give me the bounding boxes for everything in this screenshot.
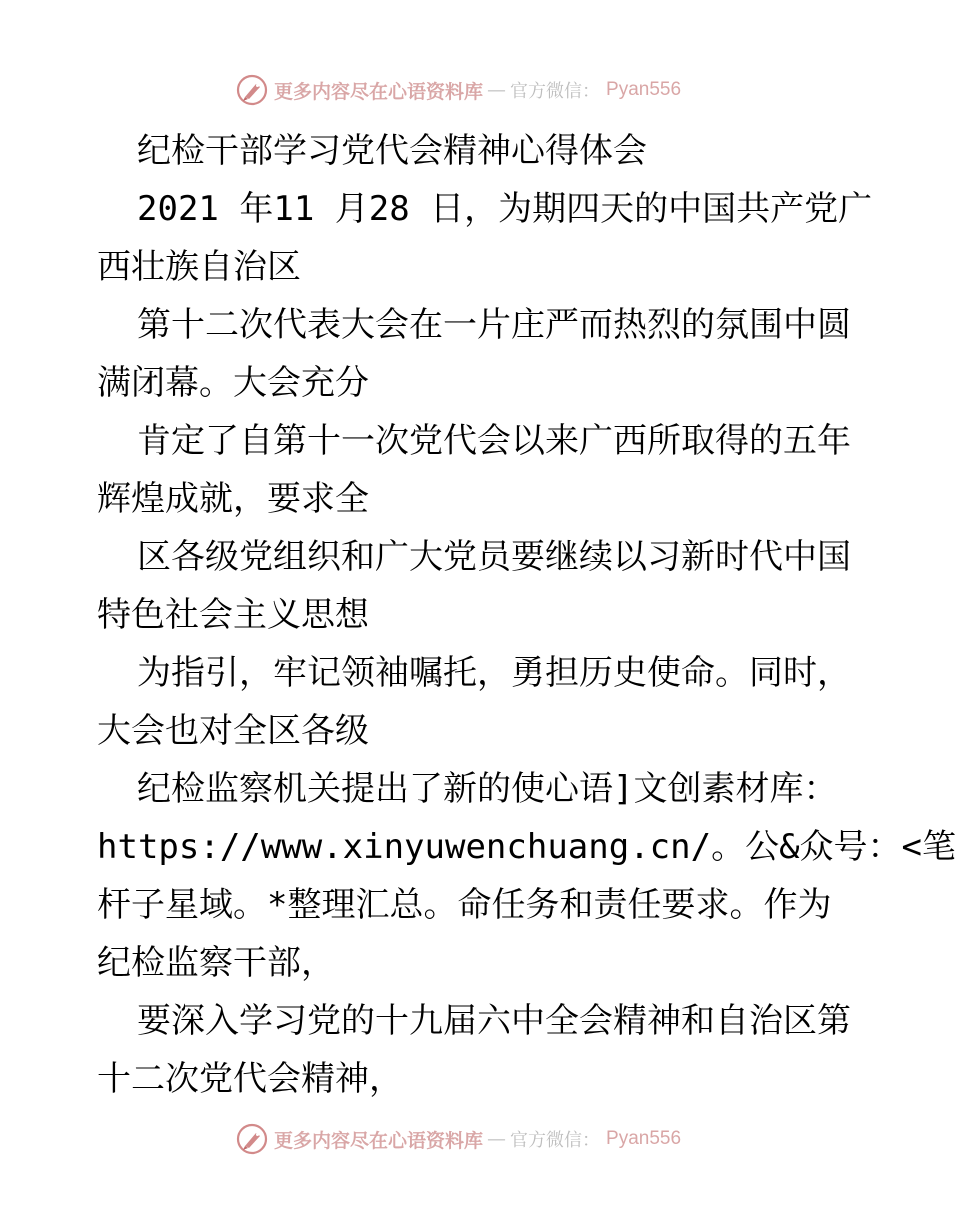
- text-line: 要深入学习党的十九届六中全会精神和自治区第: [137, 1001, 851, 1041]
- document-body: [97, 122, 956, 1108]
- watermark-contact-id: Pyan556: [606, 79, 682, 100]
- watermark-dash: —: [487, 1128, 507, 1150]
- pen-nib-seal-icon: [236, 74, 268, 106]
- text-line: https://www.xinyuwenchuang.cn/。公&众号：<笔: [97, 827, 956, 867]
- text-line: 满闭幕。大会充分: [97, 363, 369, 403]
- watermark-dash: —: [487, 79, 507, 101]
- text-line: 纪检监察干部，: [97, 943, 335, 983]
- watermark-text: 更多内容尽在心语资料库: [274, 80, 484, 103]
- text-line: 纪检监察机关提出了新的使心语]文创素材库：: [137, 769, 838, 809]
- watermark-contact-id: Pyan556: [606, 1128, 682, 1149]
- text-line: 大会也对全区各级: [97, 711, 369, 751]
- text-line: 肯定了自第十一次党代会以来广西所取得的五年: [137, 421, 851, 461]
- text-line: 十二次党代会精神，: [97, 1059, 403, 1099]
- footer-watermark: [236, 1122, 681, 1156]
- text-line: 第十二次代表大会在一片庄严而热烈的氛围中圆: [137, 305, 851, 345]
- text-line: 2021 年11 月28 日，为期四天的中国共产党广: [137, 189, 873, 229]
- text-line: 为指引，牢记领袖嘱托，勇担历史使命。同时，: [137, 653, 851, 693]
- header-watermark: [236, 73, 681, 107]
- text-line: 区各级党组织和广大党员要继续以习新时代中国: [137, 537, 851, 577]
- text-line: 特色社会主义思想: [97, 595, 369, 635]
- watermark-contact-label: 官方微信：: [510, 1130, 601, 1151]
- text-line: 西壮族自治区: [97, 247, 301, 287]
- text-line: 杆子星域。*整理汇总。命任务和责任要求。作为: [97, 885, 832, 925]
- watermark-contact-label: 官方微信：: [510, 81, 601, 102]
- watermark-text: 更多内容尽在心语资料库: [274, 1129, 484, 1152]
- pen-nib-seal-icon: [236, 1123, 268, 1155]
- document-title: 纪检干部学习党代会精神心得体会: [137, 131, 647, 171]
- text-line: 辉煌成就，要求全: [97, 479, 369, 519]
